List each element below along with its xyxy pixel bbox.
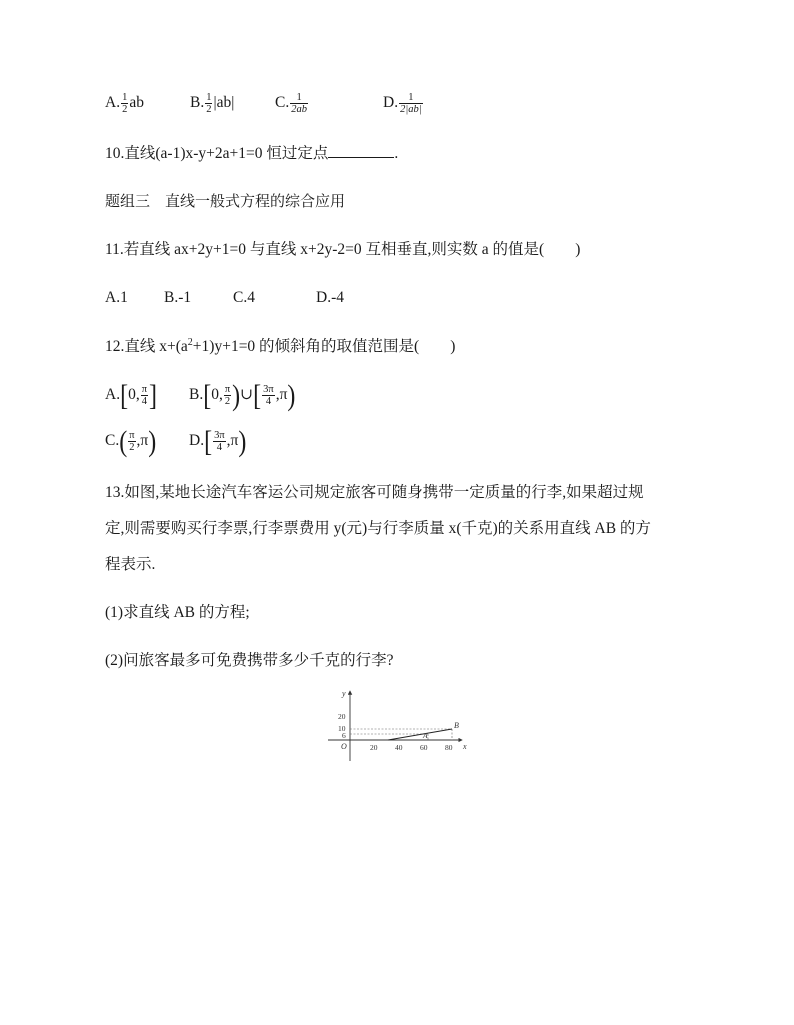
- question-13-part-1: (1)求直线 AB 的方程;: [105, 604, 250, 621]
- y-tick-20: 20: [338, 712, 346, 721]
- origin-label: O: [341, 742, 347, 751]
- q12-option-d: D.[ $\frac{3\pi}{4}$ ,π): [189, 425, 247, 458]
- q9-option-c: C. $\frac{1}{2ab}$: [275, 92, 307, 115]
- x-tick-80: 80: [445, 743, 453, 752]
- q12-option-a: A.[0, $\frac{\pi}{4}$ ]: [105, 379, 158, 412]
- q11-option-a: A.1: [105, 289, 128, 306]
- question-13-line-3: 程表示.: [105, 556, 156, 573]
- x-tick-60: 60: [420, 743, 428, 752]
- y-axis-label: y: [342, 689, 346, 698]
- question-13-line-1: 13.如图,某地长途汽车客运公司规定旅客可随身携带一定质量的行李,如果超过规: [105, 484, 644, 501]
- x-tick-20: 20: [370, 743, 378, 752]
- x-tick-40: 40: [395, 743, 403, 752]
- q9-option-a: A. $\frac{1}{2}$ ab: [105, 92, 144, 115]
- q11-option-c: C.4: [233, 289, 255, 306]
- y-tick-6: 6: [342, 731, 346, 740]
- line-graph-figure: [320, 685, 480, 765]
- point-b-label: B: [454, 721, 459, 730]
- question-13-line-2: 定,则需要购买行李票,行李票费用 y(元)与行李质量 x(千克)的关系用直线 AB 的方: [105, 520, 651, 537]
- question-10: 10.直线(a-1)x-y+2a+1=0 恒过定点 .: [105, 145, 399, 162]
- x-axis-label: x: [463, 742, 467, 751]
- section-heading: 题组三 直线一般式方程的综合应用: [105, 192, 346, 210]
- question-13-part-2: (2)问旅客最多可免费携带多少千克的行李?: [105, 652, 394, 669]
- q11-option-b: B.-1: [164, 289, 192, 306]
- q9-option-d: D. $\frac{1}{2|ab|}$: [383, 92, 422, 115]
- line-ab: [388, 729, 452, 740]
- q9-option-b: B. $\frac{1}{2}$ |ab|: [190, 92, 235, 115]
- question-12: 12.直线 $x+(a^2+1)y+1=0$ 的倾斜角的取值范围是( ): [105, 336, 456, 355]
- answer-blank[interactable]: [328, 143, 394, 158]
- q12-option-c: C.( $\frac{\pi}{2}$ ,π): [105, 425, 157, 458]
- point-a-label: A: [423, 731, 428, 740]
- q11-option-d: D.-4: [316, 289, 344, 306]
- q12-option-b: B.[0, $\frac{\pi}{2}$ )∪[ $\frac{3\pi}{4}$ ,π): [189, 379, 296, 412]
- y-tick-10: 10: [338, 724, 346, 733]
- question-11: 11.若直线 ax+2y+1=0 与直线 x+2y-2=0 互相垂直,则实数 a 的值是( ): [105, 241, 581, 258]
